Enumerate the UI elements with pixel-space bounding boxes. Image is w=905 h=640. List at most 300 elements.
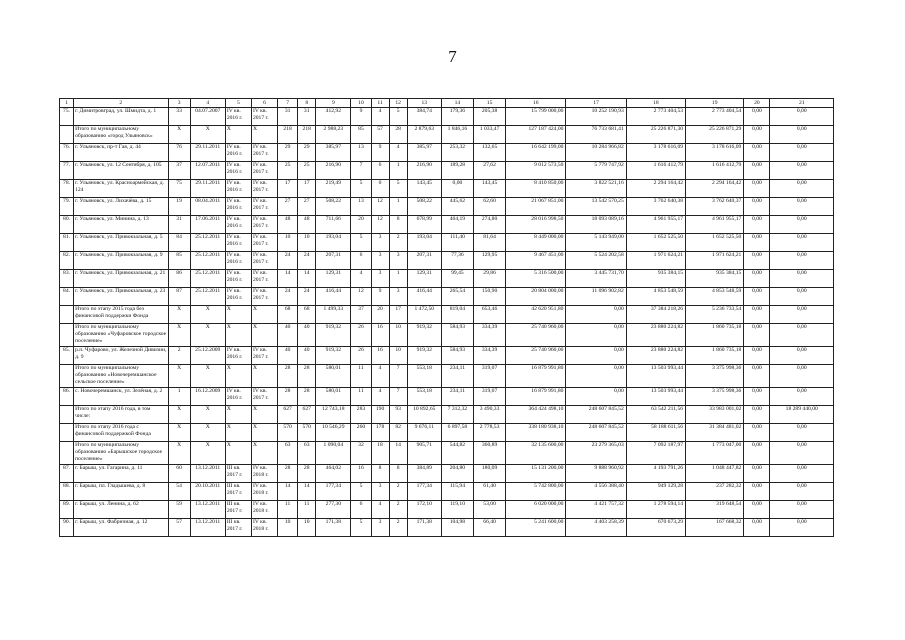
value-cell: 0,00 [566, 388, 626, 406]
value-cell: 0,00 [770, 324, 834, 347]
column-number-cell: 14 [441, 99, 473, 108]
total-row [60, 126, 834, 144]
value-cell: 0,00 [770, 501, 834, 519]
value-cell: 10 [298, 234, 316, 252]
value-cell: 905,71 [407, 442, 441, 465]
value-cell: 150,90 [474, 288, 506, 306]
value-cell: 3 375 998,36 [686, 388, 744, 406]
value-cell: 1 860 735,18 [686, 324, 744, 347]
value-cell: 179,36 [441, 108, 473, 126]
value-cell: 5 [351, 234, 371, 252]
value-cell: 584,93 [441, 347, 473, 365]
address-cell: г. Ульяновск, ул. 12 Сентября, д. 105 [74, 162, 168, 180]
value-cell: 319,07 [474, 365, 506, 388]
value-cell: 132,65 [474, 144, 506, 162]
value-cell: 63 542 211,56 [626, 406, 685, 424]
value-cell: 37 [168, 162, 190, 180]
value-cell: 16 642 199,00 [506, 144, 566, 162]
value-cell: 13 [351, 144, 371, 162]
value-cell: 10 [389, 324, 407, 347]
value-cell: 2 988,23 [316, 126, 351, 144]
value-cell: IV кв. 2017 г. [251, 216, 277, 234]
value-cell: 29.11.2011 [190, 180, 225, 198]
value-cell: 40 [278, 324, 298, 347]
value-cell: 28 016 998,50 [506, 216, 566, 234]
value-cell: 15 799 000,00 [506, 108, 566, 126]
value-cell: 219,49 [316, 180, 351, 198]
value-cell: X [251, 406, 277, 424]
value-cell: 04.07.2007 [190, 108, 225, 126]
value-cell: 167 668,32 [686, 519, 744, 537]
value-cell: 20 [371, 306, 389, 324]
value-cell: 53,00 [474, 501, 506, 519]
value-cell: 935 384,15 [626, 270, 685, 288]
value-cell: 24 [278, 288, 298, 306]
value-cell: 37 384 218,26 [626, 306, 685, 324]
value-cell: 10 [278, 519, 298, 537]
value-cell: 0,00 [744, 270, 770, 288]
value-cell: 171,38 [407, 519, 441, 537]
value-cell: 59 [168, 501, 190, 519]
value-cell: 0,00 [770, 442, 834, 465]
value-cell: 5 241 600,00 [506, 519, 566, 537]
value-cell: IV кв. 2018 г. [251, 465, 277, 483]
value-cell: IV кв. 2017 г. [251, 198, 277, 216]
value-cell: 2 294 164,42 [626, 180, 685, 198]
table-row [60, 216, 834, 234]
value-cell: 3 762 640,37 [686, 198, 744, 216]
table-row [60, 180, 834, 198]
value-cell: III кв. 2017 г. [225, 465, 251, 483]
value-cell: 2 [389, 483, 407, 501]
value-cell: 99,45 [441, 270, 473, 288]
table-row [60, 252, 834, 270]
address-cell: р.п. Чуфарово, ул. Железной Дивизии, д. 9 [74, 347, 168, 365]
value-cell: 29 [298, 144, 316, 162]
value-cell: III кв. 2017 г. [225, 519, 251, 537]
value-cell: 13 [351, 198, 371, 216]
value-cell: 177,34 [316, 483, 351, 501]
value-cell: 0,00 [744, 483, 770, 501]
value-cell: 12 [351, 288, 371, 306]
value-cell: 23 279 365,03 [566, 442, 626, 465]
value-cell: 207,31 [407, 252, 441, 270]
value-cell: 7 [389, 365, 407, 388]
total-row [60, 406, 834, 424]
value-cell: 0,00 [566, 365, 626, 388]
value-cell: 10 284 966,82 [566, 144, 626, 162]
value-cell: 77,36 [441, 252, 473, 270]
value-cell: 40 [298, 324, 316, 347]
address-cell: с. Новочеремшанск, ул. Зелёная, д. 2 [74, 388, 168, 406]
value-cell: 0,00 [744, 465, 770, 483]
value-cell: 416,44 [316, 288, 351, 306]
value-cell: 33 [168, 108, 190, 126]
value-cell: 0,00 [770, 483, 834, 501]
value-cell: 0,00 [744, 324, 770, 347]
value-cell: 0,00 [744, 234, 770, 252]
value-cell: 190 [371, 406, 389, 424]
value-cell: 412,92 [316, 108, 351, 126]
value-cell: 207,31 [316, 252, 351, 270]
value-cell: 0,00 [744, 126, 770, 144]
value-cell: 670 673,29 [626, 519, 685, 537]
value-cell: 3 375 998,36 [686, 365, 744, 388]
value-cell: 0,00 [770, 288, 834, 306]
value-cell: 6 [371, 162, 389, 180]
value-cell: IV кв. 2017 г. [251, 180, 277, 198]
value-cell: 0,00 [744, 252, 770, 270]
value-cell: 12 [371, 216, 389, 234]
value-cell: 0,00 [744, 388, 770, 406]
value-cell: 260 [351, 424, 371, 442]
table-row [60, 162, 834, 180]
column-number-cell: 16 [506, 99, 566, 108]
value-cell: IV кв. 2017 г. [251, 288, 277, 306]
column-number-cell: 10 [351, 99, 371, 108]
value-cell: 248 607 845,52 [566, 424, 626, 442]
column-number-cell: 5 [225, 99, 251, 108]
value-cell: 16 [351, 465, 371, 483]
address-cell: г. Ульяновск, ул. Привокзальная, д. 21 [74, 270, 168, 288]
address-cell: г. Ульяновск, ул. Лихачёва, д. 15 [74, 198, 168, 216]
value-cell: 2 [168, 347, 190, 365]
value-cell: X [251, 126, 277, 144]
value-cell: X [168, 424, 190, 442]
row-number-cell: 84. [60, 288, 74, 306]
value-cell: 24 [278, 252, 298, 270]
value-cell: 0,00 [770, 465, 834, 483]
address-cell: Итого по муниципальному образованию «Барышское городское поселение» [74, 442, 168, 465]
row-number-cell: 85. [60, 347, 74, 365]
value-cell: 17 [389, 306, 407, 324]
column-number-cell: 18 [626, 99, 685, 108]
value-cell: 1 860 735,18 [686, 347, 744, 365]
value-cell: 119,10 [441, 501, 473, 519]
value-cell: 171,38 [316, 519, 351, 537]
value-cell: 919,32 [316, 324, 351, 347]
value-cell: 18 [371, 442, 389, 465]
value-cell: 253,32 [441, 144, 473, 162]
total-row [60, 365, 834, 388]
value-cell: 14 [278, 270, 298, 288]
value-cell: 508,22 [407, 198, 441, 216]
value-cell: 0,00 [770, 306, 834, 324]
table-row [60, 519, 834, 537]
page-number: 7 [448, 47, 457, 66]
row-number-cell: 76. [60, 144, 74, 162]
value-cell: 16 [371, 347, 389, 365]
value-cell: 9 467 451,00 [506, 252, 566, 270]
value-cell: X [190, 306, 225, 324]
table-row [60, 288, 834, 306]
value-cell: 919,32 [316, 347, 351, 365]
value-cell: 4 556 388,40 [566, 483, 626, 501]
value-cell: 404,19 [441, 216, 473, 234]
value-cell: 3 [371, 234, 389, 252]
resettlement-table [59, 98, 834, 537]
value-cell: 385,97 [407, 144, 441, 162]
value-cell: 0,00 [566, 324, 626, 347]
value-cell: 4 853 548,59 [626, 288, 685, 306]
row-number-cell: 87. [60, 465, 74, 483]
column-number-cell: 21 [770, 99, 834, 108]
value-cell: IV кв. 2016 г. [225, 144, 251, 162]
value-cell: 16 879 991,80 [506, 388, 566, 406]
value-cell: 9 [351, 108, 371, 126]
value-cell: 8 [389, 216, 407, 234]
value-cell: 385,97 [316, 144, 351, 162]
table-body [60, 99, 834, 537]
address-cell: Итого по этапу 2016 года, в том числе: [74, 406, 168, 424]
row-number-cell: 90. [60, 519, 74, 537]
value-cell: 68 [298, 306, 316, 324]
value-cell: 76 [168, 144, 190, 162]
row-number-cell: 81. [60, 234, 74, 252]
value-cell: 33 983 001,02 [686, 406, 744, 424]
value-cell: 48 [298, 216, 316, 234]
row-number-cell: 89. [60, 501, 74, 519]
value-cell: 0,00 [441, 180, 473, 198]
value-cell: 283 [351, 406, 371, 424]
value-cell: 4 [389, 144, 407, 162]
value-cell: 1 971 624,21 [686, 252, 744, 270]
value-cell: 26 [351, 347, 371, 365]
value-cell: 3 [371, 252, 389, 270]
value-cell: 1 773 047,00 [686, 442, 744, 465]
value-cell: 4 421 757,32 [566, 501, 626, 519]
address-cell: г. Барыш, пл. Гладышева, д. 8 [74, 483, 168, 501]
value-cell: IV кв. 2018 г. [251, 519, 277, 537]
value-cell: 580,01 [316, 388, 351, 406]
value-cell: 111,40 [441, 234, 473, 252]
value-cell: 5 524 202,58 [566, 252, 626, 270]
value-cell: 819,04 [441, 306, 473, 324]
value-cell: IV кв. 2016 г. [225, 162, 251, 180]
row-number-cell [60, 365, 74, 388]
value-cell: 204,80 [441, 465, 473, 483]
column-number-cell: 4 [190, 99, 225, 108]
value-cell: 7 312,32 [441, 406, 473, 424]
value-cell: 10 892,65 [407, 406, 441, 424]
value-cell: 24 [298, 252, 316, 270]
value-cell: 508,22 [316, 198, 351, 216]
value-cell: 28 [298, 365, 316, 388]
value-cell: 172,10 [407, 501, 441, 519]
value-cell: 0,00 [744, 442, 770, 465]
total-row [60, 424, 834, 442]
value-cell: 10 546,29 [316, 424, 351, 442]
value-cell: 13 503 993,44 [626, 388, 685, 406]
value-cell: 3 [371, 270, 389, 288]
row-number-cell [60, 406, 74, 424]
value-cell: 25.12.2011 [190, 252, 225, 270]
value-cell: 28 [278, 388, 298, 406]
value-cell: X [251, 424, 277, 442]
column-number-cell: 6 [251, 99, 277, 108]
row-number-cell: 82. [60, 252, 74, 270]
value-cell: 0,00 [744, 519, 770, 537]
address-cell: Итого по муниципальному образованию «Чуфаровское городское поселение» [74, 324, 168, 347]
value-cell: 129,31 [407, 270, 441, 288]
value-cell: 87 [168, 288, 190, 306]
value-cell: 31 384 481,02 [686, 424, 744, 442]
value-cell: X [190, 365, 225, 388]
value-cell: 4 193 791,26 [626, 465, 685, 483]
value-cell: 20.10.2011 [190, 483, 225, 501]
value-cell: IV кв. 2018 г. [251, 483, 277, 501]
value-cell: 17.06.2011 [190, 216, 225, 234]
value-cell: 0,00 [770, 388, 834, 406]
value-cell: X [168, 126, 190, 144]
address-cell: Итого по муниципальному образованию «город Ульяновск» [74, 126, 168, 144]
value-cell: 8 410 850,00 [506, 180, 566, 198]
value-cell: IV кв. 2017 г. [251, 108, 277, 126]
value-cell: 1 278 594,14 [626, 501, 685, 519]
value-cell: 193,04 [407, 234, 441, 252]
value-cell: 12 743,18 [316, 406, 351, 424]
row-number-cell [60, 424, 74, 442]
value-cell: 0,00 [770, 519, 834, 537]
value-cell: 1 [389, 270, 407, 288]
column-number-row [60, 99, 834, 108]
value-cell: X [251, 324, 277, 347]
value-cell: 9 012 573,50 [506, 162, 566, 180]
table-row [60, 483, 834, 501]
column-number-cell: 1 [60, 99, 74, 108]
address-cell: г. Ульяновск, ул. Минина, д. 13 [74, 216, 168, 234]
value-cell: 2 778,53 [474, 424, 506, 442]
value-cell: 4 853 548,59 [686, 288, 744, 306]
value-cell: 143,45 [474, 180, 506, 198]
value-cell: 5 [351, 483, 371, 501]
address-cell: г. Ульяновск, пр-т Гая, д. 44 [74, 144, 168, 162]
table-row [60, 144, 834, 162]
value-cell: 18 093 089,16 [566, 216, 626, 234]
address-cell: г. Барыш, ул. Ленина, д. 62 [74, 501, 168, 519]
value-cell: 0,00 [744, 365, 770, 388]
value-cell: 1 652 525,50 [686, 234, 744, 252]
value-cell: 63 [298, 442, 316, 465]
value-cell: IV кв. 2018 г. [251, 501, 277, 519]
value-cell: IV кв. 2017 г. [251, 270, 277, 288]
value-cell: 48 [278, 216, 298, 234]
value-cell: 31 [168, 216, 190, 234]
value-cell: 0,00 [770, 126, 834, 144]
value-cell: X [225, 424, 251, 442]
value-cell: 0,00 [744, 306, 770, 324]
value-cell: 27,62 [474, 162, 506, 180]
value-cell: 1 033,47 [474, 126, 506, 144]
value-cell: 13.12.2011 [190, 501, 225, 519]
value-cell: 580,01 [316, 365, 351, 388]
value-cell: 4 961 955,17 [686, 216, 744, 234]
value-cell: 2 [389, 501, 407, 519]
value-cell: 248 607 845,52 [566, 406, 626, 424]
table-row [60, 108, 834, 126]
value-cell: 28 [278, 365, 298, 388]
value-cell: 234,11 [441, 365, 473, 388]
value-cell: 11 [351, 365, 371, 388]
value-cell: 25 [298, 162, 316, 180]
value-cell: 4 [351, 270, 371, 288]
value-cell: IV кв. 2017 г. [251, 347, 277, 365]
value-cell: 1 048 447,82 [686, 465, 744, 483]
value-cell: IV кв. 2016 г. [225, 234, 251, 252]
value-cell: 3 [389, 288, 407, 306]
value-cell: 0,00 [770, 252, 834, 270]
column-number-cell: 13 [407, 99, 441, 108]
total-row [60, 324, 834, 347]
value-cell: 24 [298, 288, 316, 306]
value-cell: 26 [351, 324, 371, 347]
value-cell: X [190, 442, 225, 465]
value-cell: 32 135 600,00 [506, 442, 566, 465]
row-number-cell [60, 306, 74, 324]
value-cell: 3 445 731,70 [566, 270, 626, 288]
value-cell: X [251, 442, 277, 465]
value-cell: 1 [389, 162, 407, 180]
value-cell: X [251, 306, 277, 324]
value-cell: 0,00 [770, 234, 834, 252]
value-cell: 28 [278, 465, 298, 483]
value-cell: 25 [278, 162, 298, 180]
value-cell: 0,00 [566, 306, 626, 324]
value-cell: 319 648,54 [686, 501, 744, 519]
value-cell: 19 [168, 198, 190, 216]
table-row [60, 347, 834, 365]
value-cell: X [251, 365, 277, 388]
value-cell: 85 [168, 252, 190, 270]
value-cell: 1 499,33 [316, 306, 351, 324]
value-cell: 0,00 [744, 501, 770, 519]
row-number-cell [60, 126, 74, 144]
value-cell: 360,89 [474, 442, 506, 465]
value-cell: 32 [351, 442, 371, 465]
value-cell: 9 [371, 288, 389, 306]
column-number-cell: 11 [371, 99, 389, 108]
table-row [60, 198, 834, 216]
value-cell: 0,00 [744, 216, 770, 234]
value-cell: X [225, 324, 251, 347]
value-cell: X [168, 365, 190, 388]
value-cell: IV кв. 2017 г. [251, 234, 277, 252]
value-cell: 0,00 [770, 198, 834, 216]
value-cell: IV кв. 2016 г. [225, 180, 251, 198]
value-cell: 0,00 [770, 424, 834, 442]
value-cell: 0,00 [770, 365, 834, 388]
value-cell: 2 294 164,42 [686, 180, 744, 198]
value-cell: 17 [278, 180, 298, 198]
value-cell: 7 [351, 162, 371, 180]
column-number-cell: 17 [566, 99, 626, 108]
address-cell: г. Ульяновск, ул. Привокзальная, д. 5 [74, 234, 168, 252]
column-number-cell: 2 [74, 99, 168, 108]
value-cell: 0,00 [744, 144, 770, 162]
address-cell: г. Димитровград, ул. Шмидта, д. 1 [74, 108, 168, 126]
value-cell: 25.12.2011 [190, 270, 225, 288]
value-cell: 0,00 [770, 347, 834, 365]
value-cell: 76 733 681,41 [566, 126, 626, 144]
value-cell: 0,00 [566, 347, 626, 365]
value-cell: III кв. 2017 г. [225, 501, 251, 519]
address-cell: г. Ульяновск, ул. Привокзальная, д. 23 [74, 288, 168, 306]
value-cell: 17 [298, 180, 316, 198]
value-cell: 274,80 [474, 216, 506, 234]
value-cell: 62,60 [474, 198, 506, 216]
resettlement-table-container [59, 98, 834, 537]
value-cell: 3 178 616,09 [626, 144, 685, 162]
